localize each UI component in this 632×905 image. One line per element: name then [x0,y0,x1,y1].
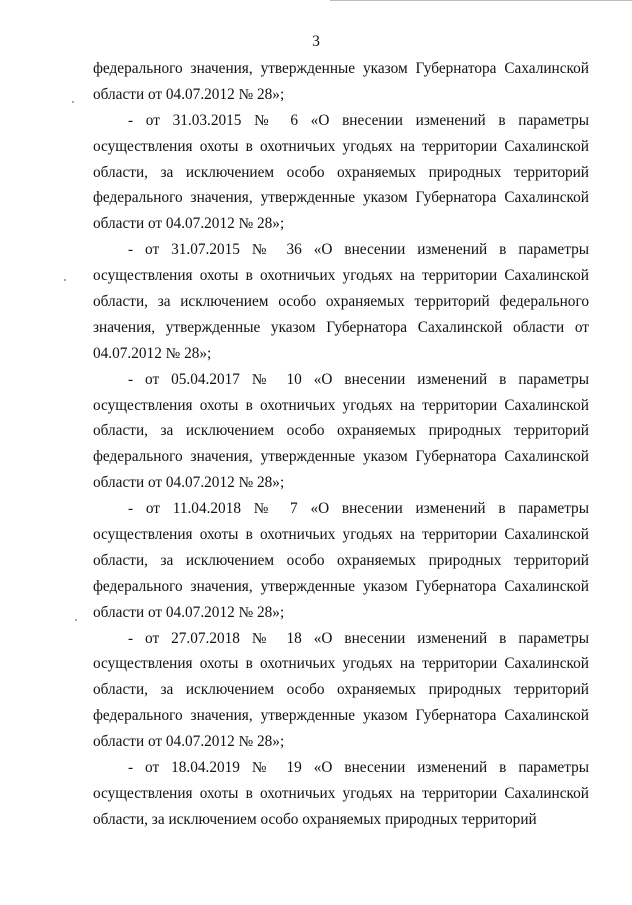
list-item-first-line: - от 05.04.2017 № 10 «О внесении изменений в параметры [128,370,589,388]
text-line: федерального значения, утвержденные указом Губернатора Сахалинской [93,707,589,725]
text-line: области от 04.07.2012 № 28»; [93,85,285,103]
text-line: федерального значения, утвержденные указом Губернатора Сахалинской [93,577,589,595]
text-line: области, за исключением особо охраняемых природных территорий [93,163,589,181]
list-item-first-line: - от 11.04.2018 № 7 «О внесении изменений в параметры [128,500,589,518]
paragraph [93,496,589,625]
text-line: области, за исключением особо охраняемых природных территорий [93,681,589,699]
paragraph [93,237,589,366]
scan-speck [72,101,74,103]
list-item-first-line: - от 27.07.2018 № 18 «О внесении изменений в параметры [128,629,589,647]
text-line: осуществления охоты в охотничьих угодьях на территории Сахалинской [93,526,589,544]
text-line: федерального значения, утвержденные указом Губернатора Сахалинской [93,448,589,466]
text-line: осуществления охоты в охотничьих угодьях на территории Сахалинской [93,784,589,802]
list-item-first-line: - от 18.04.2019 № 19 «О внесении изменений в параметры [128,759,589,777]
paragraph [93,108,589,237]
paragraph [93,626,589,755]
text-line: области от 04.07.2012 № 28»; [93,474,285,492]
scan-edge-line [330,0,632,1]
text-line: федерального значения, утвержденные указом Губернатора Сахалинской [93,189,589,207]
list-item-first-line: - от 31.03.2015 № 6 «О внесении изменений в параметры [128,111,589,129]
text-line: осуществления охоты в охотничьих угодьях на территории Сахалинской [93,655,589,673]
text-line: области, за исключением особо охраняемых территорий федерального [93,293,589,311]
text-line: области, за исключением особо охраняемых природных территорий [93,422,589,440]
paragraph [93,56,589,108]
text-line: области от 04.07.2012 № 28»; [93,603,285,621]
paragraph [93,755,589,833]
text-line: области от 04.07.2012 № 28»; [93,215,285,233]
text-line: осуществления охоты в охотничьих угодьях на территории Сахалинской [93,137,589,155]
text-line: осуществления охоты в охотничьих угодьях на территории Сахалинской [93,267,589,285]
text-line: 04.07.2012 № 28»; [93,344,212,362]
text-line: области от 04.07.2012 № 28»; [93,733,285,751]
text-line: осуществления охоты в охотничьих угодьях на территории Сахалинской [93,396,589,414]
text-line: области, за исключением особо охраняемых природных территорий [93,810,537,828]
page-number: 3 [312,33,320,50]
paragraph [93,367,589,496]
text-line: федерального значения, утвержденные указом Губернатора Сахалинской [93,60,589,77]
document-body [93,56,589,833]
text-line: значения, утвержденные указом Губернатора Сахалинской области от [93,318,589,336]
scan-speck [75,619,77,621]
list-item-first-line: - от 31.07.2015 № 36 «О внесении изменений в параметры [128,241,589,259]
scan-speck [64,279,66,281]
text-line: области, за исключением особо охраняемых природных территорий [93,551,589,569]
